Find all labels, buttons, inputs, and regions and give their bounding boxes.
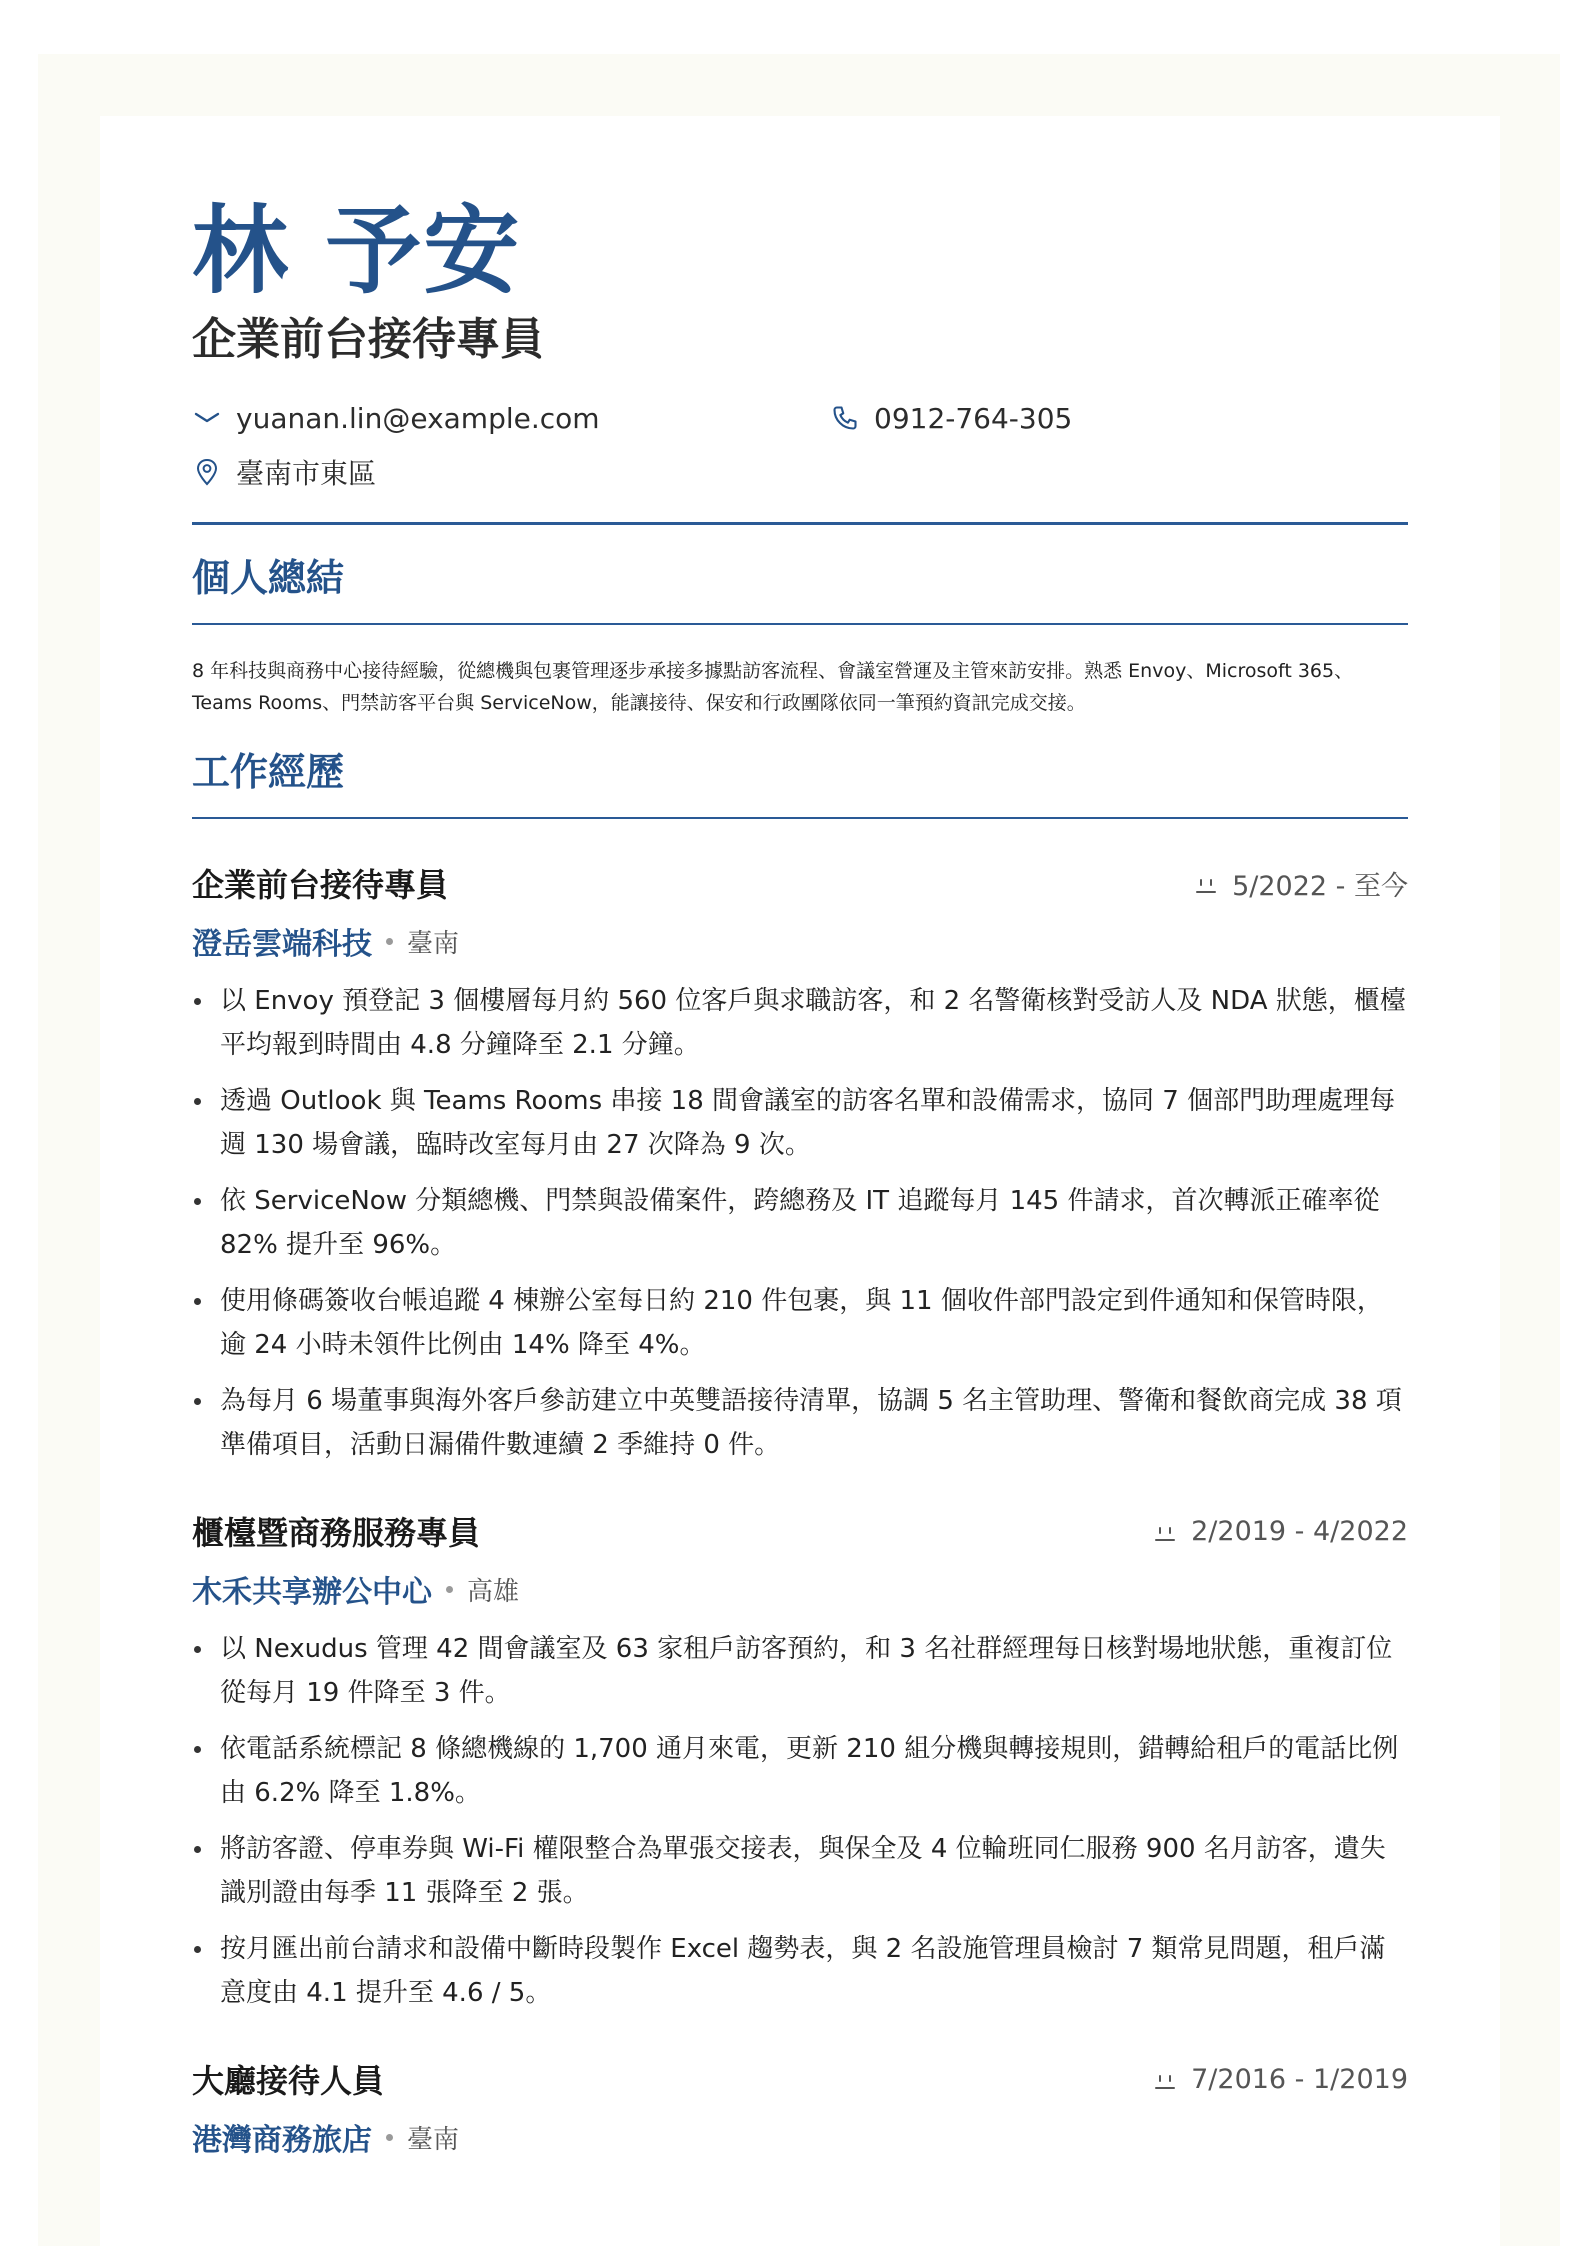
company-location: 高雄: [467, 1576, 520, 1607]
summary-heading: 個人總結: [192, 556, 345, 600]
job-title: 企業前台接待專員: [192, 866, 449, 904]
bullet-item: 按月匯出前台請求和設備中斷時段製作 Excel 趨勢表，與 2 名設施管理員檢討 7 類常見問題，租戶滿意度由 4.1 提升至 4.6 / 5。: [192, 1927, 1408, 2015]
summary-divider: [192, 623, 1408, 625]
bullet-item: 將訪客證、停車券與 Wi-Fi 權限整合為單張交接表，與保全及 4 位輪班同仁服務 900 名月訪客，遺失識別證由每季 11 張降至 2 張。: [192, 1827, 1408, 1915]
bullet-item: 透過 Outlook 與 Teams Rooms 串接 18 間會議室的訪客名單和設備需求，協同 7 個部門助理處理每週 130 場會議，臨時改室每月由 27 次降為 9 次。: [192, 1079, 1408, 1167]
job-date-text: 7/2016 - 1/2019: [1191, 2063, 1408, 2095]
resume-content: [192, 196, 1408, 2159]
job-date-text: 5/2022 - 至今: [1232, 870, 1408, 902]
company-name: 港灣商務旅店: [192, 2123, 372, 2158]
contact-location: [192, 452, 376, 492]
experience-divider: [192, 817, 1408, 819]
candidate-role: 企業前台接待專員: [192, 314, 544, 365]
phone-text: 0912-764-305: [874, 401, 1073, 435]
email-icon: [192, 403, 222, 433]
bullet-item: 依電話系統標記 8 條總機線的 1,700 通月來電，更新 210 組分機與轉接規則，錯轉給租戶的電話比例由 6.2% 降至 1.8%。: [192, 1727, 1408, 1815]
job-bullets: [192, 979, 1408, 1467]
calendar-icon: [1153, 2069, 1177, 2089]
company-name: 木禾共享辦公中心: [192, 1575, 432, 1610]
summary-text: 8 年科技與商務中心接待經驗，從總機與包裹管理逐步承接多據點訪客流程、會議室營運及主管來訪安排。熟悉 Envoy、Microsoft 365、Teams Rooms、門禁訪客平台與 ServiceNow，能讓接待、保安和行政團隊依同一筆預約資訊完成交接。: [192, 660, 1354, 714]
bullet-item: 依 ServiceNow 分類總機、門禁與設備案件，跨總務及 IT 追蹤每月 145 件請求，首次轉派正確率從 82% 提升至 96%。: [192, 1179, 1408, 1267]
company-location: 臺南: [407, 2124, 460, 2155]
calendar-icon: [1153, 1521, 1177, 1541]
email-text: yuanan.lin@example.com: [236, 401, 600, 435]
location-pin-icon: [192, 457, 222, 487]
job-title: 櫃檯暨商務服務專員: [192, 1514, 481, 1552]
contact-phone[interactable]: [830, 398, 1072, 438]
separator-dot: [386, 938, 393, 945]
job-bullets: [192, 1627, 1408, 2015]
calendar-icon: [1194, 873, 1218, 893]
company-location: 臺南: [407, 928, 460, 959]
experience-heading: 工作經歷: [192, 750, 345, 794]
location-text: 臺南市東區: [236, 457, 377, 490]
header-divider: [192, 522, 1408, 525]
phone-icon: [830, 403, 860, 433]
job-title: 大廳接待人員: [192, 2062, 385, 2100]
company-name: 澄岳雲端科技: [192, 927, 372, 962]
job-date: [1194, 864, 1408, 903]
bullet-item: 以 Envoy 預登記 3 個樓層每月約 560 位客戶與求職訪客，和 2 名警衛核對受訪人及 NDA 狀態，櫃檯平均報到時間由 4.8 分鐘降至 2.1 分鐘。: [192, 979, 1408, 1067]
job-date: [1153, 1516, 1408, 1547]
job-date: [1153, 2064, 1408, 2095]
job-entry: [192, 861, 1408, 1467]
contact-block: [192, 398, 1408, 506]
job-date-text: 2/2019 - 4/2022: [1191, 1515, 1408, 1547]
separator-dot: [446, 1586, 453, 1593]
bullet-item: 為每月 6 場董事與海外客戶參訪建立中英雙語接待清單，協調 5 名主管助理、警衛和餐飲商完成 38 項準備項目，活動日漏備件數連續 2 季維持 0 件。: [192, 1379, 1408, 1467]
resume-page: [100, 116, 1500, 2246]
job-entry: [192, 2057, 1408, 2159]
bullet-item: 以 Nexudus 管理 42 間會議室及 63 家租戶訪客預約，和 3 名社群經理每日核對場地狀態，重複訂位從每月 19 件降至 3 件。: [192, 1627, 1408, 1715]
candidate-name: 林 予安: [192, 195, 522, 307]
contact-email[interactable]: [192, 398, 600, 438]
separator-dot: [386, 2134, 393, 2141]
bullet-item: 使用條碼簽收台帳追蹤 4 棟辦公室每日約 210 件包裹，與 11 個收件部門設定到件通知和保管時限，逾 24 小時未領件比例由 14% 降至 4%。: [192, 1279, 1408, 1367]
job-entry: [192, 1509, 1408, 2015]
